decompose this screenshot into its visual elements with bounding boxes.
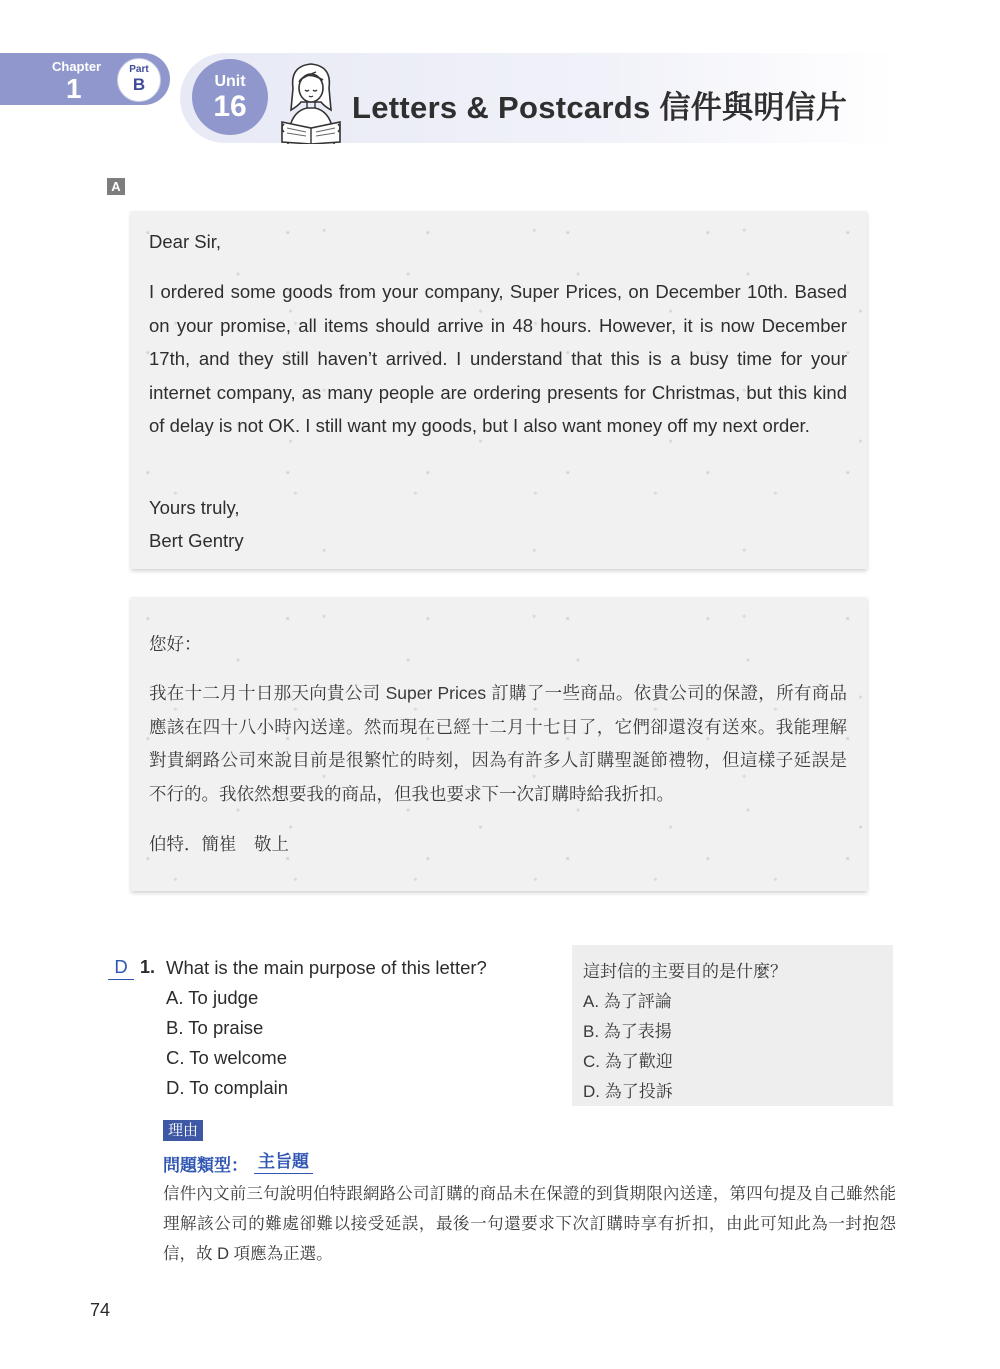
unit-label: Unit xyxy=(214,73,246,90)
letter-closing: Yours truly, xyxy=(149,497,240,518)
chapter-tab xyxy=(0,53,170,105)
option-b-zh: B. 為了表揚 xyxy=(583,1022,672,1041)
unit-badge xyxy=(192,59,268,135)
letter-zh-greeting: 您好： xyxy=(149,634,202,654)
translation-panel xyxy=(572,945,893,1106)
reason-badge: 理由 xyxy=(163,1120,203,1141)
part-badge xyxy=(117,58,161,102)
letter-zh-body: 我在十二月十日那天向貴公司 Super Prices 訂購了一些商品。依貴公司的保證，所有商品應該在四十八小時內送達。然而現在已經十二月十七日了，它們卻還沒有送來。我能理解對貴網路公司來說目前是很繁忙的時刻，因為有許多人訂購聖誕節禮物，但這樣子延誤是不行的。我依然想要我的商品，但我也要求下一次訂購時給我折扣。 xyxy=(149,683,847,804)
letter-greeting: Dear Sir, xyxy=(149,231,221,252)
part-label: Part xyxy=(129,64,149,75)
girl-reading-book-icon xyxy=(276,58,346,144)
option-c-zh: C. 為了歡迎 xyxy=(583,1052,673,1071)
part-letter: B xyxy=(132,75,146,94)
answer-key: D xyxy=(108,955,134,980)
question-text: What is the main purpose of this letter? xyxy=(166,957,487,978)
chapter-label: Chapter xyxy=(52,59,102,74)
letter-signature: Bert Gentry xyxy=(149,530,244,551)
section-marker: A xyxy=(107,178,125,195)
question-type-value: 主旨題 xyxy=(254,1151,313,1174)
letter-zh-signature: 伯特．簡崔 敬上 xyxy=(149,834,289,854)
question-type-label: 問題類型： xyxy=(163,1156,248,1175)
chinese-letter xyxy=(131,597,867,891)
option-a: A. To judge xyxy=(166,987,259,1008)
reason-text: 信件內文前三句說明伯特跟網路公司訂購的商品未在保證的到貨期限內送達，第四句提及自己雖然能理解該公司的難處卻難以接受延誤，最後一句還要求下次訂購時享有折扣，由此可知此為一封抱怨信，故 D 項應為正選。 xyxy=(163,1185,896,1263)
letter-body: I ordered some goods from your company, Super Prices, on December 10th. Based on your promise, all items should arrive in 48 hours. However, it is now December 17th, and they still haven’t arrived. I understand that this is a busy time for your internet company, as many people are ordering presents for Christmas, but this kind of delay is not OK. I still want my goods, but I also want money off my next order. xyxy=(149,281,847,436)
question-number: 1. xyxy=(140,957,156,977)
unit-title: Letters & Postcards 信件與明信片 xyxy=(352,90,848,125)
option-c: C. To welcome xyxy=(166,1047,287,1068)
option-d: D. To complain xyxy=(166,1077,289,1098)
option-d-zh: D. 為了投訴 xyxy=(583,1082,673,1101)
option-a-zh: A. 為了評論 xyxy=(583,992,672,1011)
question-text-zh: 這封信的主要目的是什麼？ xyxy=(583,962,787,981)
option-b: B. To praise xyxy=(166,1017,264,1038)
chapter-number: 1 xyxy=(66,73,82,104)
unit-number: 16 xyxy=(213,90,247,123)
english-letter xyxy=(131,211,867,569)
page-number: 74 xyxy=(90,1300,111,1320)
